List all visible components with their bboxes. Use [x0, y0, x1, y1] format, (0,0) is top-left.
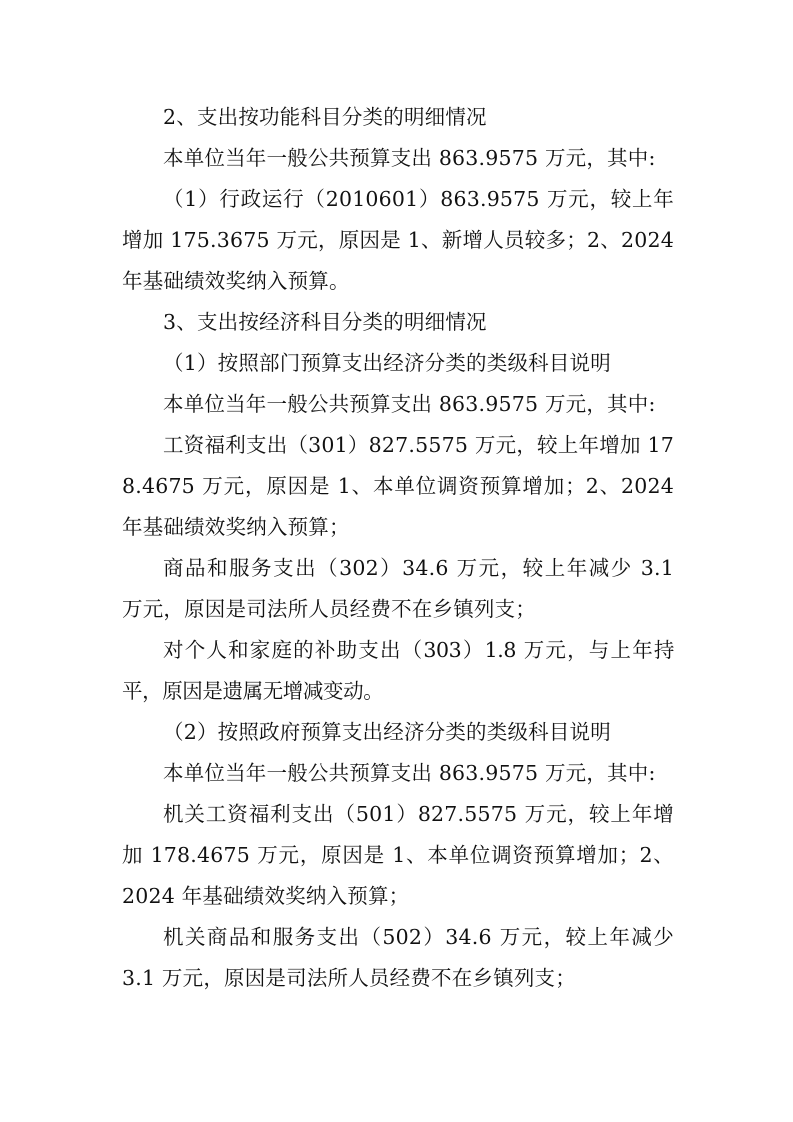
paragraph-salary-welfare: 工资福利支出（301）827.5575 万元，较上年增加 178.4675 万元，原因是 1、本单位调资预算增加；2、2024 年基础绩效奖纳入预算；	[122, 433, 674, 539]
paragraph-total-expenditure: 本单位当年一般公共预算支出 863.9575 万元，其中:	[163, 146, 656, 170]
paragraph-total-expenditure: 本单位当年一般公共预算支出 863.9575 万元，其中:	[163, 761, 656, 785]
subsection-heading-government: （2）按照政府预算支出经济分类的类级科目说明	[163, 720, 611, 744]
paragraph-admin-operation: （1）行政运行（2010601）863.9575 万元，较上年增加 175.3675 万元，原因是 1、新增人员较多；2、2024 年基础绩效奖纳入预算。	[122, 187, 674, 293]
paragraph-household-subsidy: 对个人和家庭的补助支出（303）1.8 万元，与上年持平，原因是遗属无增减变动。	[122, 638, 674, 703]
paragraph-agency-goods-services: 机关商品和服务支出（502）34.6 万元，较上年减少 3.1 万元，原因是司法所人员经费不在乡镇列支；	[122, 925, 674, 990]
document-body	[122, 97, 674, 999]
paragraph-total-expenditure: 本单位当年一般公共预算支出 863.9575 万元，其中:	[163, 392, 656, 416]
section-heading-economic: 3、支出按经济科目分类的明细情况	[163, 310, 487, 334]
section-heading-functional: 2、支出按功能科目分类的明细情况	[163, 105, 487, 129]
paragraph-goods-services: 商品和服务支出（302）34.6 万元，较上年减少 3.1 万元，原因是司法所人员经费不在乡镇列支；	[122, 556, 674, 621]
subsection-heading-department: （1）按照部门预算支出经济分类的类级科目说明	[163, 351, 611, 375]
paragraph-agency-salary-welfare: 机关工资福利支出（501）827.5575 万元，较上年增加 178.4675 万元，原因是 1、本单位调资预算增加；2、2024 年基础绩效奖纳入预算；	[122, 802, 674, 908]
